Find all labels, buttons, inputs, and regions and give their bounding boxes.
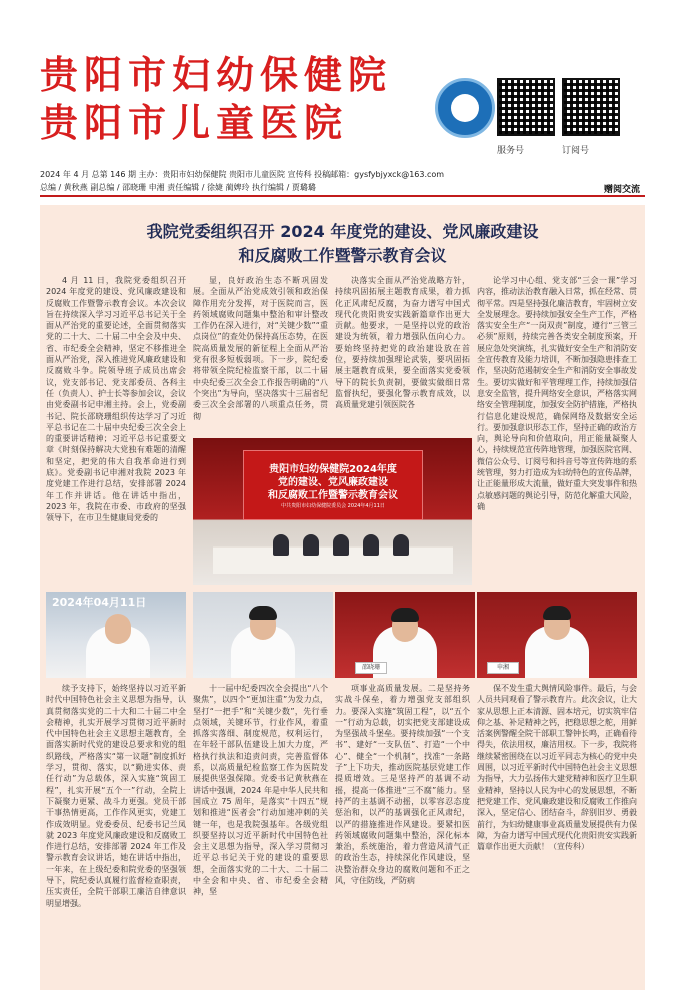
qr-label-service: 服务号 [497,146,525,156]
hospital-logo [435,78,495,138]
speaker-head [105,614,131,644]
issue-info: 2024 年 4 月 总第 146 期 主办：贵阳市妇幼保健院 贵阳市儿童医院 宣传科 投稿邮箱：gysfybjyxck@163.com [40,170,445,179]
paragraph: 决落实全面从严治党战略方针，持续巩固拓展主题教育成果，着力抓化正风肃纪反腐，为奋力谱写中国式现代化贵阳贵安实践新篇章作出更大贡献。他要求，一是坚持以党的政治建设为统领，着力增强队伍向心力。要始终坚持把党的政治建设放在首位，要持续加强理论武装，要巩固拓展主题教育成果，要全面落实党委领导下的院长负责制，要做实做细日常监督执纪，要强化警示教育成效，以高质量党建引领医院各 [335,276,470,410]
article-bottom-column-4 [477,683,637,983]
paragraph: 续予支持下，始终坚持以习近平新时代中国特色社会主义思想为指导，认真贯彻落实党的二十大和二十届二中全会精神，扎实开展学习贯彻习近平新时代中国特色社会主义思想主题教育，全面落实新时代党的建设总要求和党的组织路线，严格落实“第一议题”制度抓好学习，贯彻、落实，以“勤进实体、责任行动”为总载体，深入实施“筑固工程”，扎实开展“五个一”行动，全院上下凝聚力更紧、战斗力更强。党员干部干事热情更高，工作作风更实，党建工作成效明显。党委委员、纪委书记兰凤就 2023 年度党风廉政建设和反腐败工作进行总结，安排部署 2024 年工作及警示教育会议讲话，她在讲话中指出，一年来，在上级纪委和院党委的坚强领导下，院纪委认真履行监督检查职责，压实责任，全院干部职工廉洁自律意识明显增强。 [46,684,186,908]
masthead-title-line2: 贵阳市儿童医院 [40,100,349,145]
photo-date-stamp: 2024年04月11日 [52,596,147,609]
name-plate: 申湘 [487,662,519,674]
attendee [363,534,379,556]
headline-line2: 和反腐败工作暨警示教育会议 [238,246,447,265]
speaker-photo-3 [335,592,475,678]
banner-text-4: 中共贵阳市妇幼保健院委员会 2024年4月11日 [281,503,385,509]
paragraph: 显，良好政治生态不断巩固发展。全面从严治党成效引领和政治保障作用充分发挥，对于医院而言，医药领域腐败问题集中整治和审计整改工作仍在深入进行，对“关键少数”“重点岗位”的查处仍保持高压态势，在医院高质量发展的新征程上全面从严治党有很多短板弱项。下一步，院纪委将带领全院纪检监察干部，以二十届中央纪委三次全会工作报告明确的“八个突出”为导向，坚决落实十三届省纪委三次全会部署的八项重点任务，贯彻 [193,276,328,421]
speaker-hair [249,606,277,620]
headline-line1: 我院党委组织召开 2024 年度党的建设、党风廉政建设 [146,222,539,241]
attendee [393,534,409,556]
speaker-photo-4 [477,592,637,678]
paragraph: 论学习中心组、党支部“三会一课”学习内容，推动法治教育融入日常，抓在经常、贯彻平常。四是坚持强化廉洁教育，牢固树立安全发展理念。要持续加强安全生产工作，严格落实安全生产“一岗双责”制度，遵行“三管三必须”原则，持续完善各类安全制度预案，开展应急处突演练，扎实做好安全生产和消防安全宣传教育及能力培训，不断加强隐患排查工作，坚决防范遏制安全生产和消防安全事故发生。要切实做好和平管理理工作，持续加强信息安全监管，提升网络安全意识，严格落实网络安全管理制度，加强安全防护措施，严格执行信息化建设规范，确保网络及数据安全运行。要加强意识形态工作，坚持正确的政治方向，舆论导向和价值取向，用正能量凝聚人心，持续规范宣传阵地管理，加强医院官网、微信公众号、订阅号和抖音号等宣传阵地的系统管理，努力打造成为妇幼特色的宣传品牌，让正能量形成大流量，做好重大突发事件和热点敏感问题的舆论引导，防范化解重大风险，确 [477,276,637,511]
paragraph: 4 月 11 日，我院党委组织召开 2024 年度党的建设、党风廉政建设和反腐败工作暨警示教育会议。本次会议旨在持续深入学习习近平总书记关于全面从严治党的重要论述，全面贯彻落实党的二十大、二十届二中全会及中央、省、市纪委全会精神，坚定不移推进全面从严治党，深入推进党风廉政建设和反腐败斗争。院领导班子成员出席会议，党支部书记、党支部委员、各科主任（负责人）、护士长等参加会议，会议由党委副书记申湘主持。会上，党委副书记、院长邵晓珊组织传达学习了习近平总书记在二十届中央纪委三次全会上的重要讲话精神；习近平总书记重要文章《时刻保持解决大党独有难题的清醒和坚定，把党的伟大自我革命进行到底》。党委副书记申湘对我院 2023 年度党建工作进行总结，安排部署 2024 年工作并讲话。他在讲话中指出，2023 年，我院在市委、市政府的坚强领导下，在市卫生健康局党委的 [46,276,186,523]
article-bottom-column-2 [193,683,328,983]
qr-code-service [497,78,555,136]
article-column-2 [193,275,328,435]
article-column-3 [335,275,470,435]
speaker-photo-2 [193,592,333,678]
speaker-hair [391,608,419,622]
article-column-1 [46,275,186,587]
editors-info: 总编 / 黄秋燕 副总编 / 邵晓珊 申湘 责任编辑 / 徐婕 蔺婢玲 执行编辑 / 贾璐璐 [40,183,316,192]
masthead-title-line1: 贵阳市妇幼保健院 [40,52,393,97]
meeting-main-photo [193,438,472,585]
free-distribution-label: 赠阅交流 [604,185,641,195]
qr-code-subscription [562,78,620,136]
name-plate: 邵晓珊 [355,662,387,674]
attendee [333,534,349,556]
speaker-photo-1 [46,592,186,678]
paragraph: 保不发生重大舆情风险事件。最后，与会人员共同观看了警示教育片。此次会议，让大家从思想上正本清源、固本培元，切实筑牢信仰之基、补足精神之钙，把稳思想之舵，用鲜活案例警醒全院干部职工警钟长鸣，正确看待得失，依法用权，廉洁用权。下一步，我院将继续紧密围绕在以习近平同志为核心的党中央周围，以习近平新时代中国特色社会主义思想为指导，大力弘扬伟大建党精神和医疗卫生职业精神，坚持以人民为中心的发展思想，不断把党建工作、党风廉政建设和反腐败工作推向深入，坚定信心、团结奋斗，辞别旧岁、勇毅前行，为妇幼健康事业高质量发展提供有力保障，为奋力谱写中国式现代化贵阳贵安实践新篇章作出更大贡献！（宣传科） [477,684,637,852]
banner-text-1: 贵阳市妇幼保健院2024年度 [269,464,397,475]
masthead-divider [40,195,645,197]
article-bottom-column-1 [46,683,186,983]
speaker-hair [543,606,571,620]
article [40,205,645,990]
paragraph: 十一届中纪委四次全会提出“八个聚焦”，以四个“更加注重”为发力点，坚打“一把手”和“关键少数”，先行垂点领域，关键环节，行业作风，着重抓落实落细、制度规范，权利运行，在年轻干部队伍建设上加大力度，严格执行执法和追责问责，完善监督体系，以高质量纪检监察工作为医院发展提供坚强保障。党委书记黄秋燕在讲话中强调，2024 年是中华人民共和国成立 75 周年，是落实“十四五”规划和推进“医者会”行动加速冲刺的关键一年，也是我院强基年。各级党组织要坚持以习近平新时代中国特色社会主义思想为指导，深入学习贯彻习近平总书记关于党的建设的重要思想，全面落实党的二十大、二十届二中全会和中央、省、市纪委全会精神，坚 [193,684,328,897]
paragraph: 项事业高质量发展。二是坚持务实战斗保垒，着力增强党支部组织力。要深入实施“筑固工程”，以“五个一”行动为总载，切实把党支部建设成为坚强战斗堡垒。要持续加强“一个支书”、建好“一支队伍”、打造“一个中心”、健全“一个机制”，找准“一条路子”上下功夫，推动医院基层党建工作提质增效。三是坚持严的基调不动摇，提高一体推进“三不腐”能力。坚持严的主基调不动摇，以零容忍态度惩治和，以严的基调强化正风肃纪，以严的措施推进作风建设。要紧扣医药领域腐败问题集中整治，深化标本兼治，系统施治，着力营造风清气正的政治生态，持续深化作风建设，坚决整治群众身边的腐败问题和不正之风，守住防线，严防病 [335,684,470,886]
meeting-banner [243,450,423,520]
article-bottom-column-3 [335,683,470,983]
article-column-4 [477,275,637,587]
attendee [273,534,289,556]
attendee [303,534,319,556]
qr-label-subscription: 订阅号 [562,146,590,156]
banner-text-3: 和反腐败工作暨警示教育会议 [268,490,398,501]
banner-text-2: 党的建设、党风廉政建设 [278,477,388,488]
masthead [0,0,685,200]
